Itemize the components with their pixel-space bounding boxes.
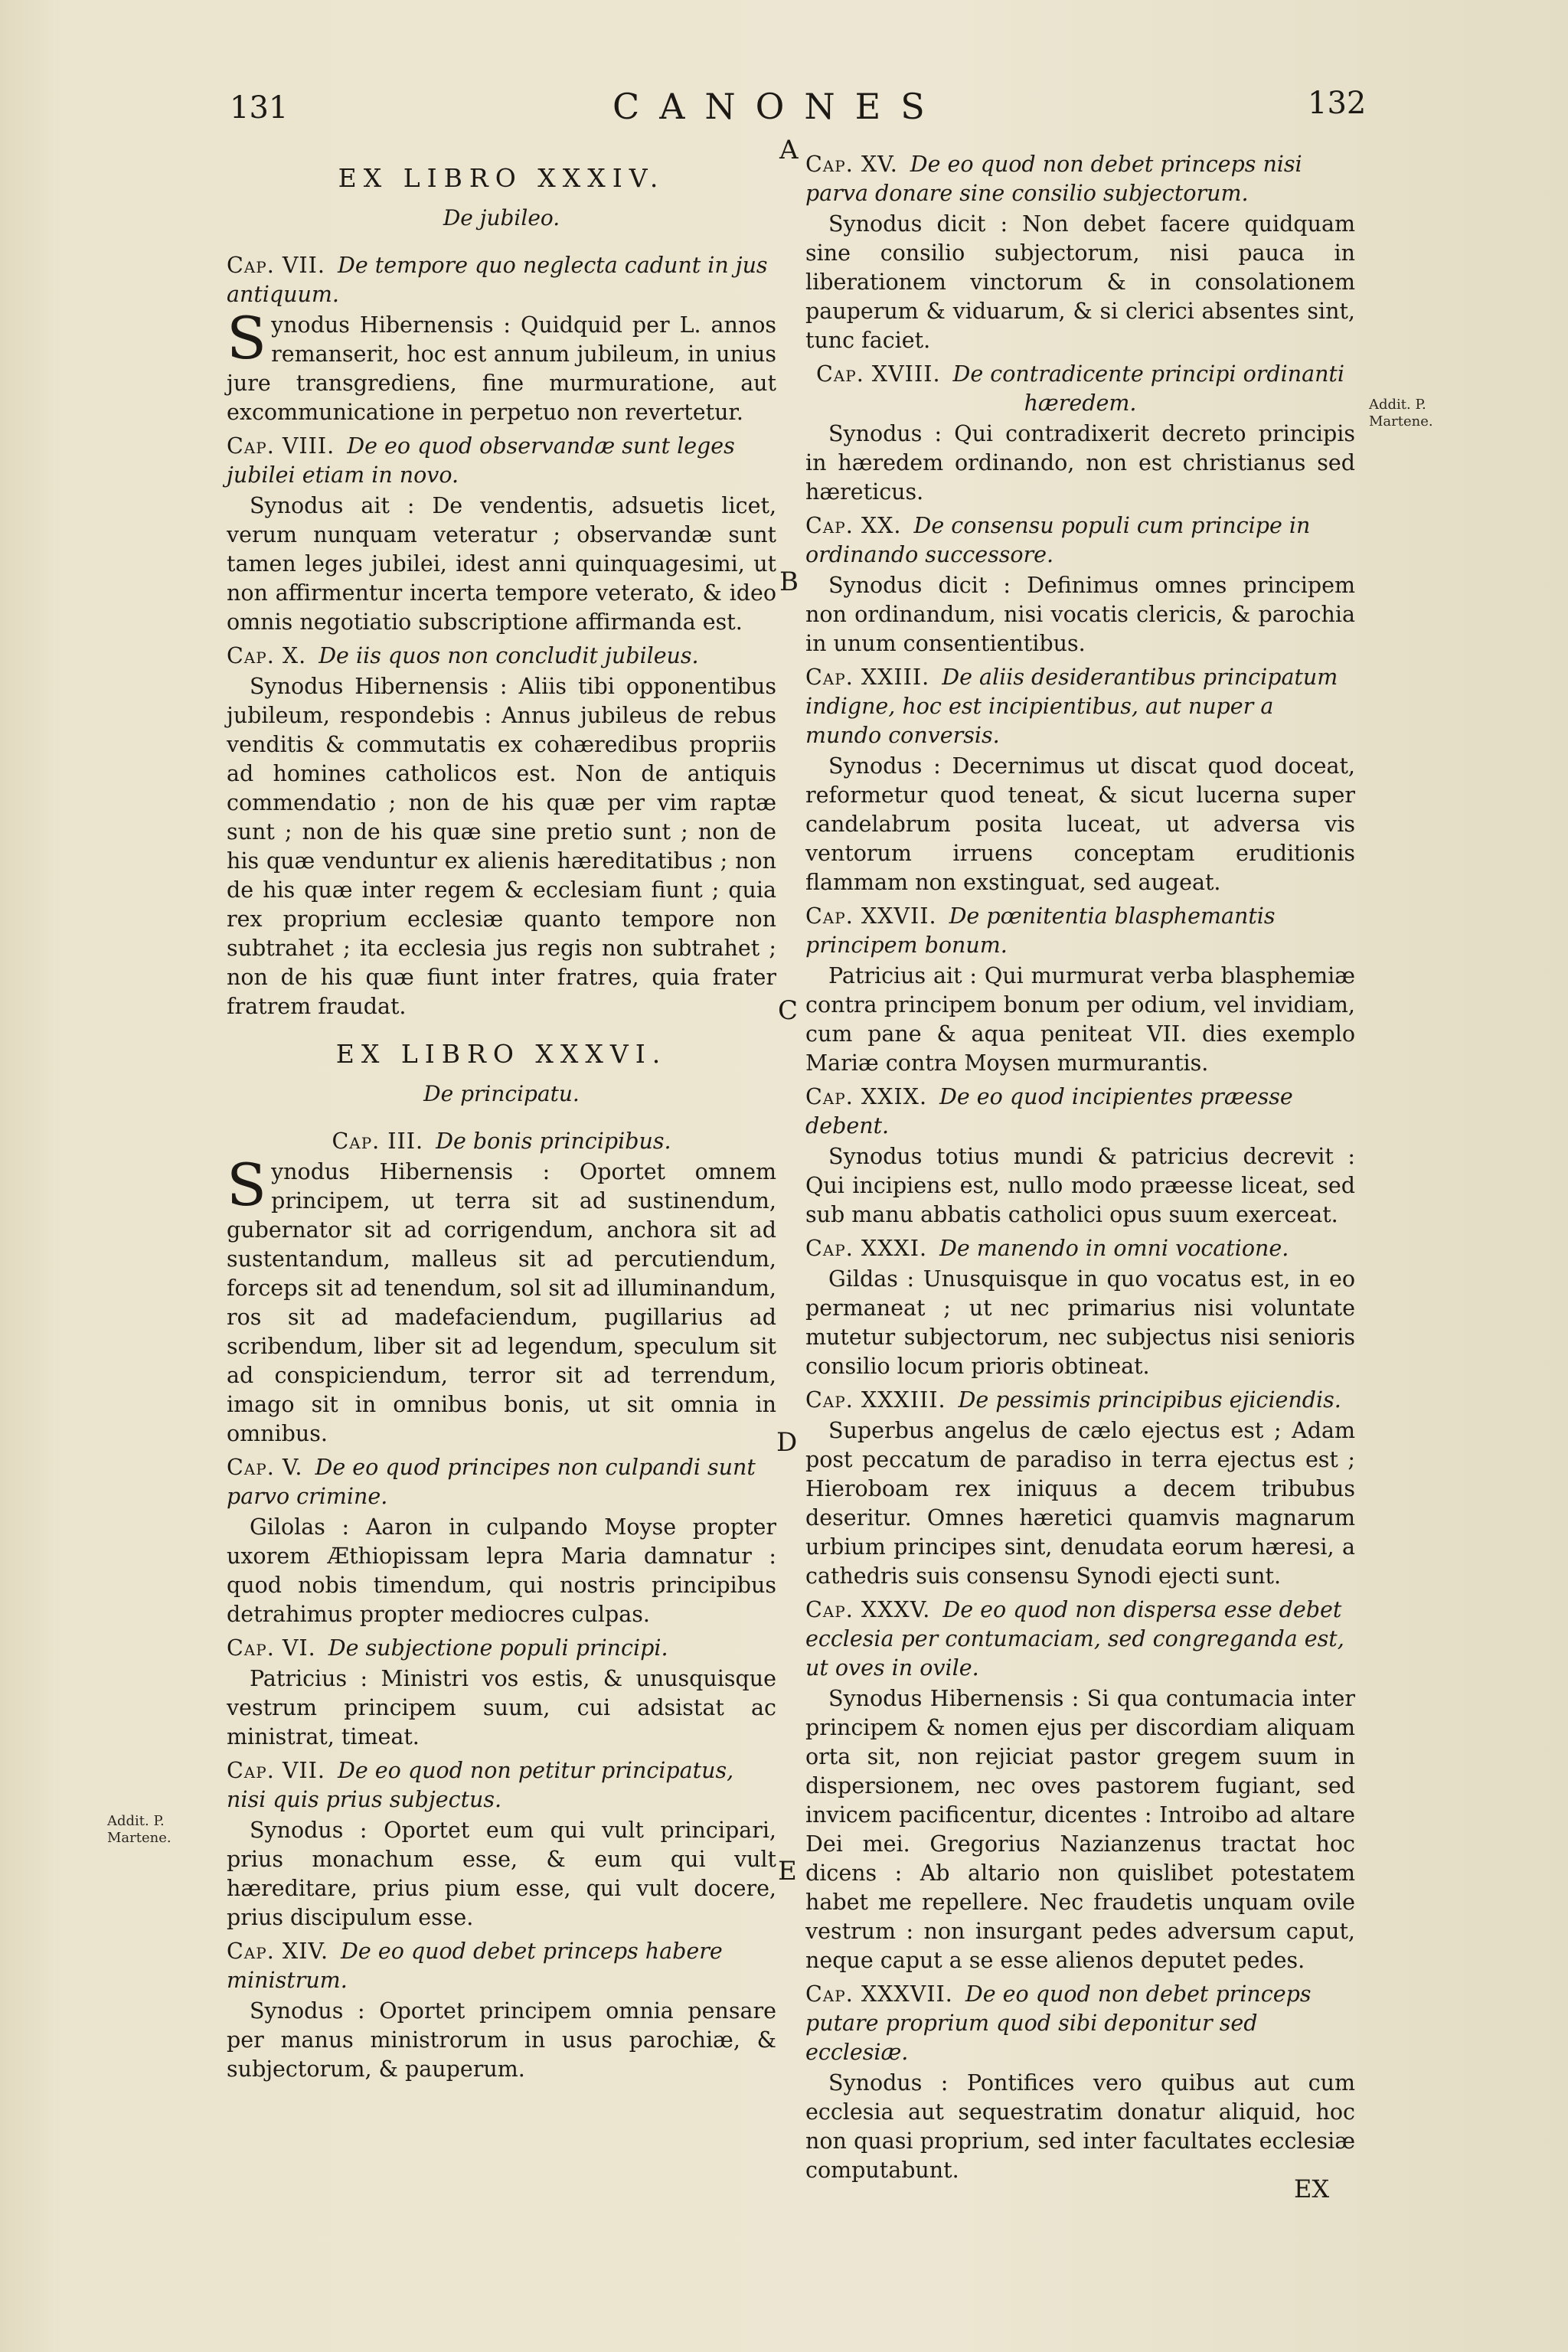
chapter-title: De eo quod non dispersa esse debet ecclesia per contumaciam, sed congreganda est, ut oves in ovile.: [805, 1597, 1344, 1681]
chapter-number: Cap. XXXIII.: [805, 1387, 946, 1413]
chapter-title: De consensu populi cum principe in ordinando successore.: [805, 513, 1311, 567]
chapter-title: De pessimis principibus ejiciendis.: [958, 1387, 1341, 1413]
chapter-title: De manendo in omni vocatione.: [939, 1236, 1289, 1261]
chapter-heading: [227, 432, 776, 490]
chapter-heading: [805, 1083, 1355, 1141]
chapter-number: Cap. XV.: [805, 152, 898, 177]
chapter-heading: [227, 1634, 776, 1663]
canon-text: Synodus : Qui contradixerit decreto principis in hæredem ordinando, non est christianus sed hæreticus.: [805, 421, 1355, 505]
chapter-title: De bonis principibus.: [436, 1129, 671, 1154]
chapter-heading: [805, 902, 1355, 960]
canon-text: Synodus dicit : Definimus omnes principem non ordinandum, nisi vocatis clericis, & parochia in unum consentientibus.: [805, 573, 1355, 656]
canon-text: Superbus angelus de cælo ejectus est ; Adam post peccatum de paradiso in terra ejectus est ; Hieroboam rex iniquus a decem tribubus deseritur. Omnes hæretici quamvis magnarum urbium principes sint, denudata eorum hæresi, a cathedris suis consensu Synodi ejecti sunt.: [805, 1418, 1355, 1589]
left-column: [227, 145, 776, 2087]
chapter-title: De subjectione populi principi.: [328, 1635, 668, 1661]
canon-text: Synodus dicit : Non debet facere quidquam sine consilio subjectorum, nisi pauca in liberationem vinctorum & in consolationem pauperum & viduarum, & si clerici absentes sint, tunc faciet.: [805, 211, 1355, 353]
canon-text: Synodus : Oportet eum qui vult principari, prius monachum esse, & eum qui vult hæreditare, prius pium esse, qui vult docere, prius discipulum esse.: [227, 1818, 776, 1930]
chapter-number: Cap. XX.: [805, 513, 902, 538]
section-heading: De principatu.: [423, 1081, 580, 1106]
chapter-title: De eo quod incipientes præesse debent.: [805, 1084, 1293, 1138]
chapter-number: Cap. XVIII.: [815, 361, 941, 387]
canon-text: Synodus Hibernensis : Si qua contumacia inter principem & nomen ejus per discordiam aliquam orta sit, non rejiciat pastor gregem suum in dispersionem, nec oves pastorem fugiant, sed invicem pacificentur, dicentes : Introibo ad altare Dei mei. Gregorius Nazianzenus tractat hoc dicens : Ab altario non quislibet potestatem habet me repellere. Nec fraudetis unquam ovile vestrum : non insurgant pedes adversum caput, neque caput a se esse alienos deputet pedes.: [805, 1686, 1355, 1973]
chapter-title: De aliis desiderantibus principatum indigne, hoc est incipientibus, aut nuper a mundo conversis.: [805, 665, 1338, 748]
chapter-number: Cap. V.: [227, 1455, 303, 1480]
chapter-heading: [805, 511, 1355, 570]
margin-note-right: Addit. P. Martene.: [1369, 397, 1433, 430]
chapter-number: Cap. III.: [332, 1129, 424, 1154]
chapter-heading: [227, 1453, 776, 1511]
chapter-title: De iis quos non concludit jubileus.: [318, 643, 699, 668]
chapter-number: Cap. XXXV.: [805, 1597, 931, 1622]
folio-right: 132: [1308, 86, 1367, 121]
chapter-title: De tempore quo neglecta cadunt in jus antiquum.: [227, 253, 768, 307]
chapter-number: Cap. XXIII.: [805, 665, 930, 690]
chapter-heading: [805, 150, 1355, 208]
chapter-title: De eo quod debet princeps habere ministrum.: [227, 1939, 723, 1993]
canon-text: Patricius ait : Qui murmurat verba blasphemiæ contra principem bonum per odium, vel invidiam, cum pane & aqua peniteat VII. dies exemplo Mariæ contra Moysen murmurantis.: [805, 963, 1355, 1076]
canon-text: Synodus totius mundi & patricius decrevit : Qui incipiens est, nullo modo præesse liceat, sed sub manu abbatis catholici opus suum exerceat.: [805, 1144, 1355, 1227]
margin-note-left: Addit. P. Martene.: [107, 1813, 172, 1846]
chapter-heading: [805, 1980, 1355, 2067]
canon-text: Gildas : Unusquisque in quo vocatus est, in eo permaneat ; ut nec primarius nisi voluntate mutetur subjectorum, nec subjectus nisi senioris consilio locum prioris obtineat.: [805, 1266, 1355, 1379]
chapter-heading: [227, 1937, 776, 1995]
chapter-heading: [805, 663, 1355, 750]
chapter-title: De pœnitentia blasphemantis principem bonum.: [805, 903, 1276, 958]
right-column: [805, 145, 1355, 2188]
margin-letter-b: B: [779, 567, 799, 597]
chapter-heading: [805, 1596, 1355, 1683]
section-heading: De jubileo.: [443, 205, 560, 230]
chapter-heading: [227, 1756, 776, 1815]
chapter-title: De eo quod non debet princeps putare proprium quod sibi deponitur sed ecclesiæ.: [805, 1981, 1312, 2065]
margin-letter-d: D: [776, 1427, 798, 1458]
chapter-title: De eo quod non debet princeps nisi parva donare sine consilio subjectorum.: [805, 152, 1302, 206]
chapter-number: Cap. XXVII.: [805, 903, 937, 929]
chapter-heading: [805, 1386, 1355, 1415]
chapter-heading: [227, 251, 776, 309]
canon-text: Synodus ait : De vendentis, adsuetis licet, verum nunquam veteratur ; observandæ sunt tamen leges jubilei, idest anni quinquagesimi, ut non affirmentur incerta tempore veterato, & ideo omnis negotiatio subscriptione affirmanda est.: [227, 493, 776, 635]
canon-text: Patricius : Ministri vos estis, & unusquisque vestrum principem suum, cui adsistat ac ministrat, timeat.: [227, 1666, 776, 1749]
chapter-heading: [805, 1234, 1355, 1263]
chapter-number: Cap. VI.: [227, 1635, 316, 1661]
chapter-number: Cap. X.: [227, 643, 307, 668]
canon-text: Synodus Hibernensis : Aliis tibi opponentibus jubileum, respondebis : Annus jubileus de rebus venditis & commutatis ex cohæredibus propriis ad homines catholicos est. Non de antiquis commendatio ; non de his quæ per vim raptæ sunt ; non de his quæ sine pretio sunt ; non de his quæ venduntur ex alienis hæreditatibus ; non de his quæ inter regem & ecclesiam fiunt ; quia rex proprium ecclesiæ quanto tempore non subtrahet ; ita ecclesia jus regis non subtrahet ; non de his quæ fiunt inter fratres, quia frater fratrem fraudat.: [227, 674, 776, 1019]
catchword: EX: [1294, 2174, 1330, 2203]
canon-text: Synodus Hibernensis : Quidquid per L. annos remanserit, hoc est annum jubileum, in unius jure transgrediens, fine murmuratione, aut excommunicatione in perpetuo non revertetur.: [227, 304, 776, 425]
chapter-heading: [805, 360, 1355, 418]
chapter-title: De eo quod observandæ sunt leges jubilei etiam in novo.: [227, 433, 735, 488]
chapter-number: Cap. XXXI.: [805, 1236, 928, 1261]
chapter-number: Cap. VII.: [227, 253, 325, 278]
chapter-heading: [227, 1127, 776, 1156]
chapter-number: Cap. VII.: [227, 1758, 325, 1783]
book-heading: EX LIBRO XXXVI.: [335, 1039, 668, 1069]
chapter-number: Cap. XIV.: [227, 1939, 329, 1964]
margin-letter-a: A: [779, 135, 799, 165]
chapter-number: Cap. XXXVII.: [805, 1981, 953, 2007]
chapter-title: De contradicente principi ordinanti hæredem.: [952, 361, 1344, 416]
running-head: [0, 86, 1568, 132]
canon-text: Synodus Hibernensis : Oportet omnem principem, ut terra sit ad sustinendum, gubernator sit ad corrigendum, anchora sit ad sustentandum, malleus sit ad percutiendum, forceps sit ad tenendum, sol sit ad illuminandum, ros sit ad madefaciendum, pugillarius ad scribendum, liber sit ad legendum, speculum sit ad conspiciendum, terror sit ad terrendum, imago sit in omnibus bonis, ut sit omnia in omnibus.: [227, 1151, 776, 1446]
chapter-title: De eo quod non petitur principatus, nisi quis prius subjectus.: [227, 1758, 734, 1812]
chapter-heading: [227, 642, 776, 671]
chapter-number: Cap. XXIX.: [805, 1084, 928, 1109]
canon-text: Synodus : Pontifices vero quibus aut cum ecclesia aut sequestratim donatur aliquid, hoc non quasi proprium, sed inter facultates ecclesiæ computabunt.: [805, 2070, 1355, 2183]
folio-left: 131: [230, 90, 289, 126]
chapter-number: Cap. VIII.: [227, 433, 335, 459]
header-title: CANONES: [612, 86, 945, 127]
canon-text: Gilolas : Aaron in culpando Moyse propter uxorem Æthiopissam lepra Maria damnatur : quod nobis timendum, qui nostris principibus detrahimus propter mediocres culpas.: [227, 1514, 776, 1627]
chapter-title: De eo quod principes non culpandi sunt parvo crimine.: [227, 1455, 756, 1509]
canon-text: Synodus : Oportet principem omnia pensare per manus ministrorum in usus parochiæ, & subjectorum, & pauperum.: [227, 1998, 776, 2082]
margin-letter-e: E: [778, 1856, 797, 1886]
book-heading: EX LIBRO XXXIV.: [338, 163, 665, 193]
margin-letter-c: C: [778, 995, 799, 1026]
canon-text: Synodus : Decernimus ut discat quod doceat, reformetur quod teneat, & sicut lucerna super candelabrum posita luceat, ut adversa vis ventorum irruens conceptam eruditionis flammam non exstinguat, sed augeat.: [805, 753, 1355, 895]
